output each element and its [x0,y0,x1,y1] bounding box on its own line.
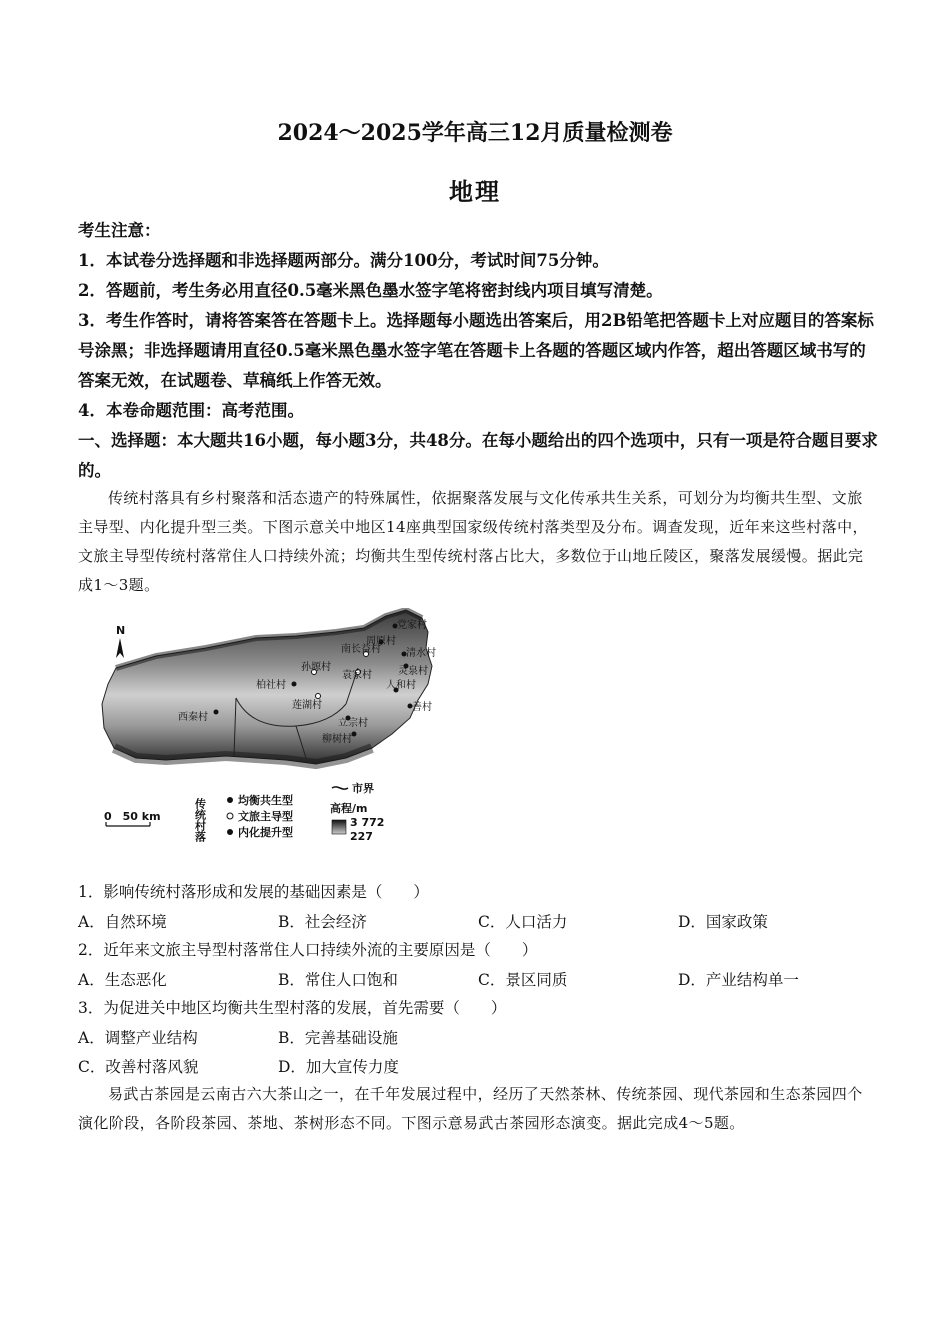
passage-1: 传统村落具有乡村聚落和活态遗产的特殊属性，依据聚落发展与文化传承共生关系，可划分为均衡共生型、文旅主导型、内化提升型三类。下图示意关中地区14座典型国家级传统村落类型及分布。调查发现，近年来这些村落中，文旅主导型传统村落常住人口持续外流；均衡共生型传统村落占比大，多数位于山地丘陵区，聚落发展缓慢。据此完成1～3题。 [78,489,868,594]
question-3-option-d[interactable]: D．加大宣传力度 [278,1058,399,1076]
question-3-option-a[interactable]: A．调整产业结构 [78,1029,198,1047]
village-label: 柏社村 [256,680,286,691]
village-label: 西秦村 [178,712,208,723]
svg-text:文旅主导型: 文旅主导型 [238,810,293,823]
notice-item-3: 3．考生作答时，请将答案答在答题卡上。选择题每小题选出答案后，用2B铅笔把答题卡上对应题目的答案标号涂黑；非选择题请用直径0.5毫米黑色墨水签字笔在答题卡上各题的答题区域内作答，超出答题区域书写的答案无效，在试题卷、草稿纸上作答无效。 [78,311,874,390]
question-1-stem: 1．影响传统村落形成和发展的基础因素是（ ） [78,883,429,901]
notice-item-2: 2．答题前，考生务必用直径0.5毫米黑色墨水签字笔将密封线内项目填写清楚。 [78,281,663,300]
subject-title: 地理 [449,177,501,206]
notice-item-4: 4．本卷命题范围：高考范围。 [78,401,304,420]
svg-text:均衡共生型: 均衡共生型 [238,794,293,807]
svg-text:内化提升型: 内化提升型 [238,826,293,839]
village-label: 人和村 [386,680,416,691]
north-arrow-icon [116,624,125,658]
question-2-option-d[interactable]: D．产业结构单一 [678,971,799,989]
svg-text:市界: 市界 [352,782,374,795]
village-label: 灵泉村 [398,666,428,677]
question-3-option-c[interactable]: C．改善村落风貌 [78,1058,199,1076]
village-label: 莲湖村 [292,700,322,711]
svg-text:3 772: 3 772 [350,816,385,829]
scale-bar [104,810,161,826]
question-1-option-d[interactable]: D．国家政策 [678,913,768,931]
map-legend [194,781,385,843]
question-1-option-a[interactable]: A．自然环境 [78,913,167,931]
village-label: 柳树村 [322,734,352,745]
question-1-option-b[interactable]: B．社会经济 [278,913,367,931]
village-label: 周原村 [366,636,396,647]
question-2-option-c[interactable]: C．景区同质 [478,971,568,989]
passage-2: 易武古茶园是云南古六大茶山之一，在千年发展过程中，经历了天然茶林、传统茶园、现代茶园和生态茶园四个演化阶段，各阶段茶园、茶地、茶树形态不同。下图示意易武古茶园形态演变。据此完成4～5题。 [78,1085,863,1132]
svg-text:227: 227 [350,830,373,843]
question-2-option-a[interactable]: A．生态恶化 [78,971,167,989]
question-2-stem: 2．近年来文旅主导型村落常住人口持续外流的主要原因是（ ） [78,941,538,959]
village-label: 善村 [412,702,432,713]
village-label: 清水村 [406,648,436,659]
notice-heading: 考生注意： [78,221,161,240]
svg-text:高程/m: 高程/m [330,802,368,815]
village-label: 袁家村 [342,670,372,681]
north-label: N [116,624,126,637]
question-2-option-b[interactable]: B．常住人口饱和 [278,971,398,989]
section-heading: 一、选择题：本大题共16小题，每小题3分，共48分。在每小题给出的四个选项中，只有一项是符合题目要求的。 [78,431,878,480]
village-label: 党家村 [397,620,427,631]
village-distribution-map [96,608,460,860]
question-3-stem: 3．为促进关中地区均衡共生型村落的发展，首先需要（ ） [78,999,507,1017]
village-label: 孙塬村 [301,662,331,673]
exam-title: 2024～2025学年高三12月质量检测卷 [277,120,673,146]
village-label: 南长益村 [341,644,381,655]
question-1-option-c[interactable]: C．人口活力 [478,913,568,931]
question-3-option-b[interactable]: B．完善基础设施 [278,1029,398,1047]
village-label: 立宗村 [338,718,368,729]
legend-group-label: 传统村落 [193,798,207,842]
notice-item-1: 1．本试卷分选择题和非选择题两部分。满分100分，考试时间75分钟。 [78,251,609,270]
svg-text:0 50 km: 0 50 km [104,810,161,823]
